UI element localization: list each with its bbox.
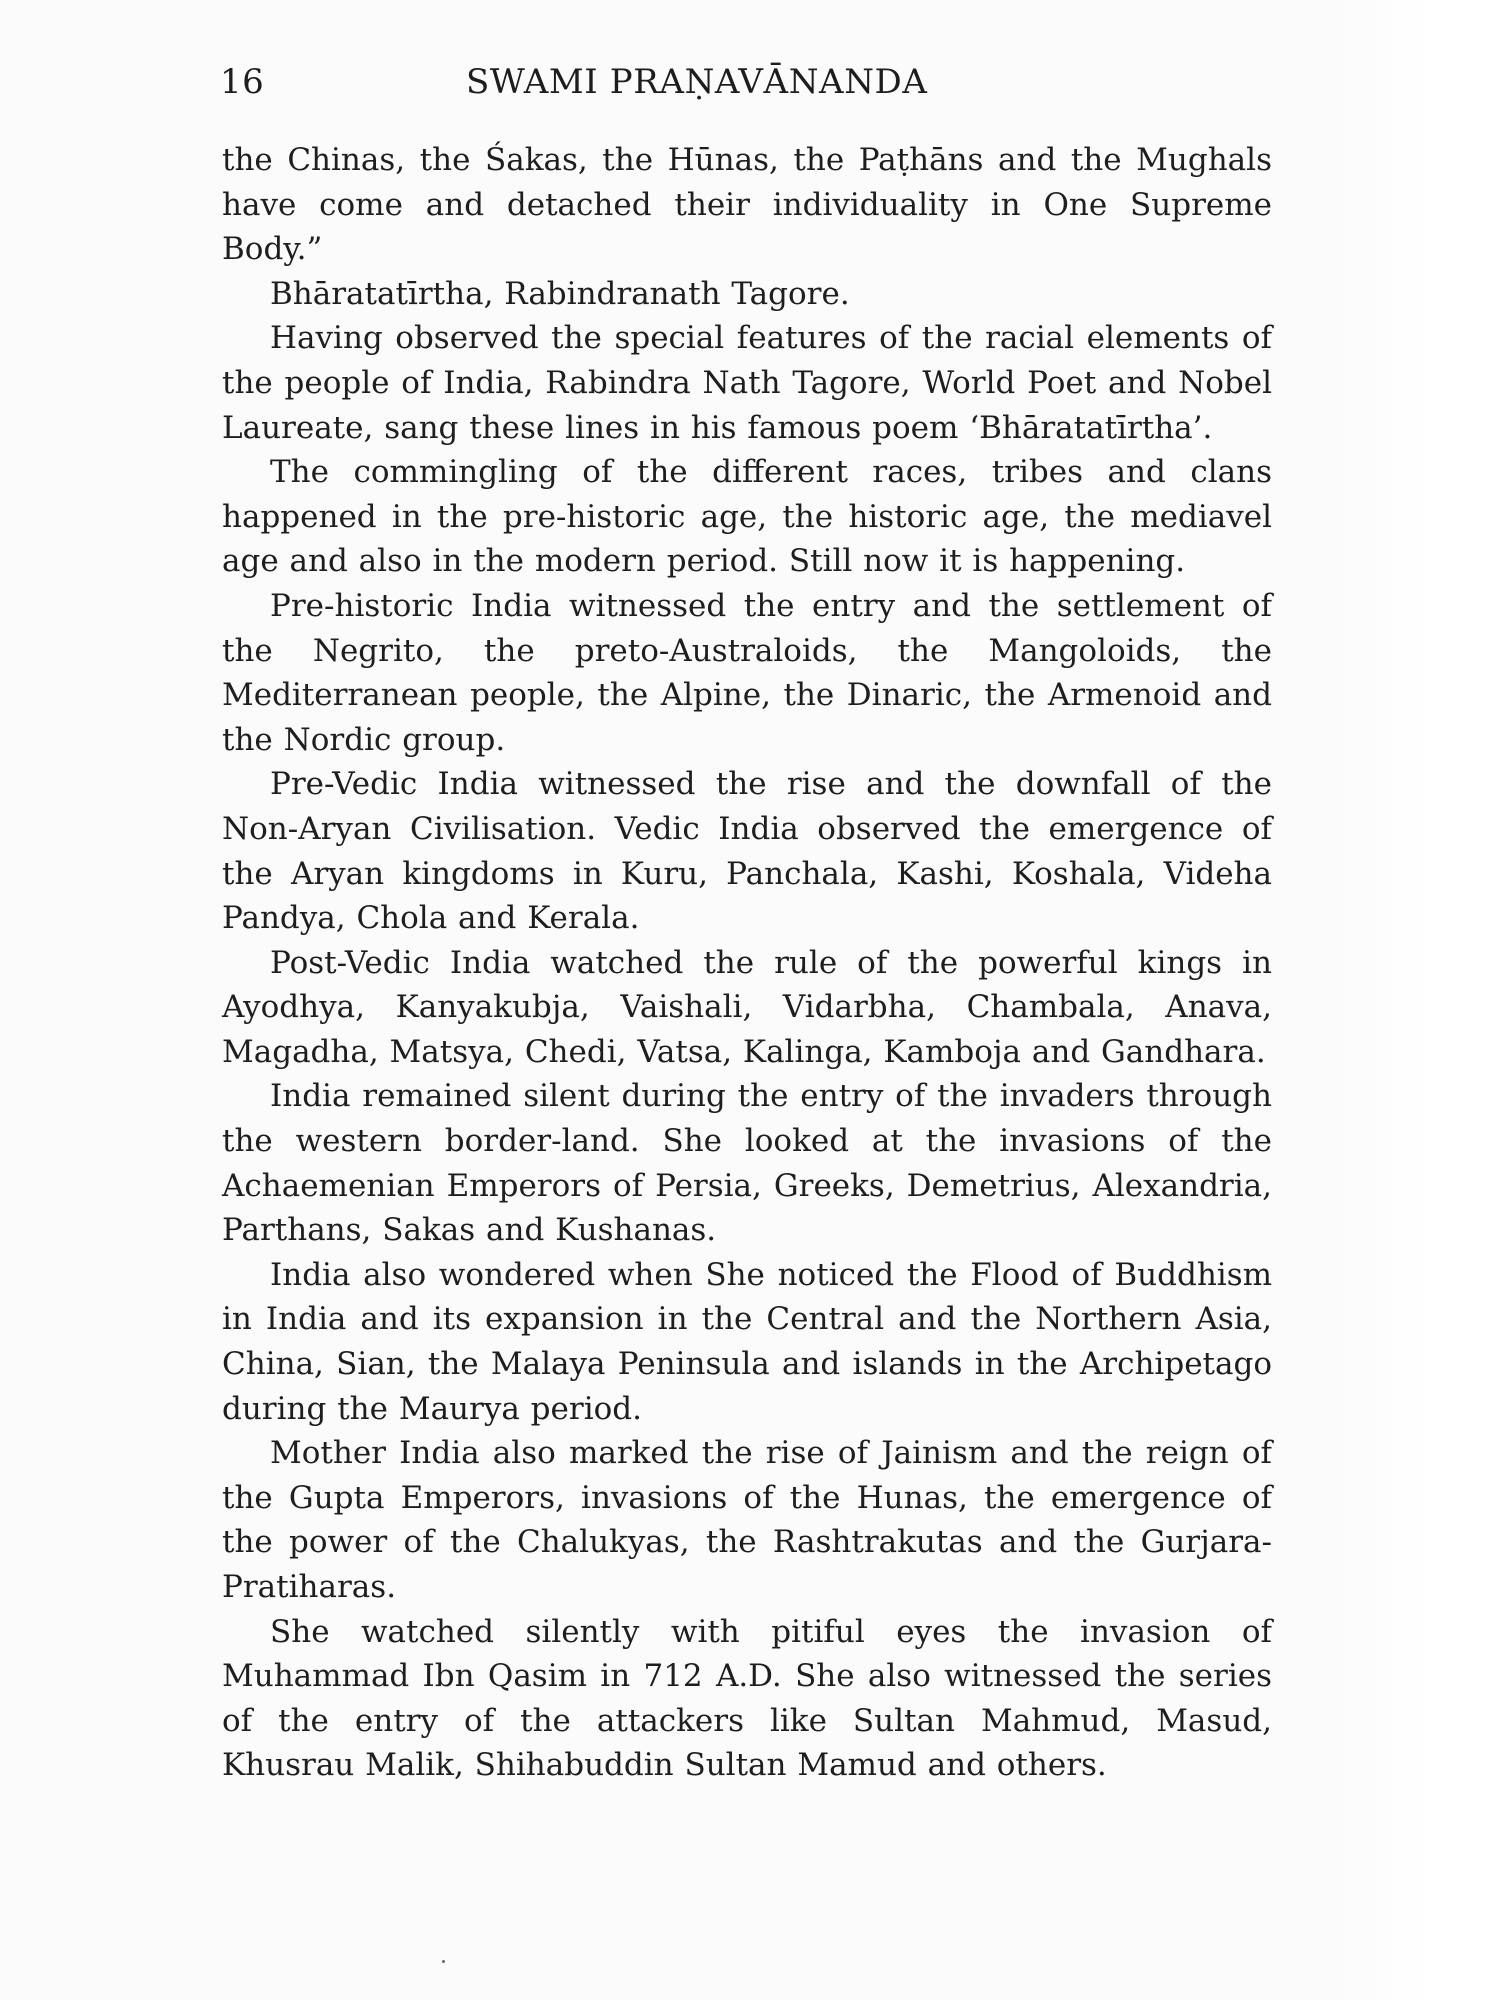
paragraph: India remained silent during the entry of the invaders through the western border-land. She looked at the invasions of the Achaemenian Emperors of Persia, Greeks, Demetrius, Alexandria, Parthans, Sakas and Kushanas. <box>222 1078 1272 1249</box>
paragraph: The commingling of the different races, tribes and clans happened in the pre-historic age, the historic age, the mediavel age and also in the modern period. Still now it is happening. <box>222 454 1272 580</box>
paragraph: Post-Vedic India watched the rule of the powerful kings in Ayodhya, Kanyakubja, Vaishali, Vidarbha, Chambala, Anava, Magadha, Matsya, Chedi, Vatsa, Kalinga, Kamboja and Gandhara. <box>222 944 1272 1070</box>
print-speck <box>442 1960 445 1963</box>
paragraph: Having observed the special features of the racial elements of the people of India, Rabindra Nath Tagore, World Poet and Nobel Laureate, sang these lines in his famous poem ‘Bhāratatīrtha’. <box>222 320 1272 446</box>
page-number: 16 <box>220 62 265 102</box>
paragraph-continued-quote: the Chinas, the Śakas, the Hūnas, the Paṭhāns and the Mughals have come and detached their individuality in One Supreme Body.” <box>222 142 1272 268</box>
paragraph: Pre-Vedic India witnessed the rise and the downfall of the Non-Aryan Civilisation. Vedic India observed the emergence of the Aryan kingdoms in Kuru, Panchala, Kashi, Koshala, Videha Pandya, Chola and Kerala. <box>222 766 1272 937</box>
body-text <box>222 138 1272 1788</box>
paragraph: Pre-historic India witnessed the entry and the settlement of the Negrito, the preto-Australoids, the Mangoloids, the Mediterranean people, the Alpine, the Dinaric, the Armenoid and the Nordic group. <box>222 587 1272 758</box>
paragraph: She watched silently with pitiful eyes the invasion of Muhammad Ibn Qasim in 712 A.D. She also witnessed the series of the entry of the attackers like Sultan Mahmud, Masud, Khusrau Malik, Shihabuddin Sultan Mamud and others. <box>222 1613 1272 1784</box>
running-title: SWAMI PRAṆAVĀNANDA <box>466 62 928 102</box>
page-margin-edge <box>1336 0 1500 2000</box>
paragraph-attribution: Bhāratatīrtha, Rabindranath Tagore. <box>270 275 850 312</box>
paragraph: Mother India also marked the rise of Jainism and the reign of the Gupta Emperors, invasions of the Hunas, the emergence of the power of the Chalukyas, the Rashtrakutas and the Gurjara-Pratiharas. <box>222 1435 1272 1605</box>
page-header <box>220 62 1280 112</box>
paragraph: India also wondered when She noticed the Flood of Buddhism in India and its expansion in the Central and the Northern Asia, China, Sian, the Malaya Peninsula and islands in the Archipetago during the Maurya period. <box>222 1256 1272 1427</box>
